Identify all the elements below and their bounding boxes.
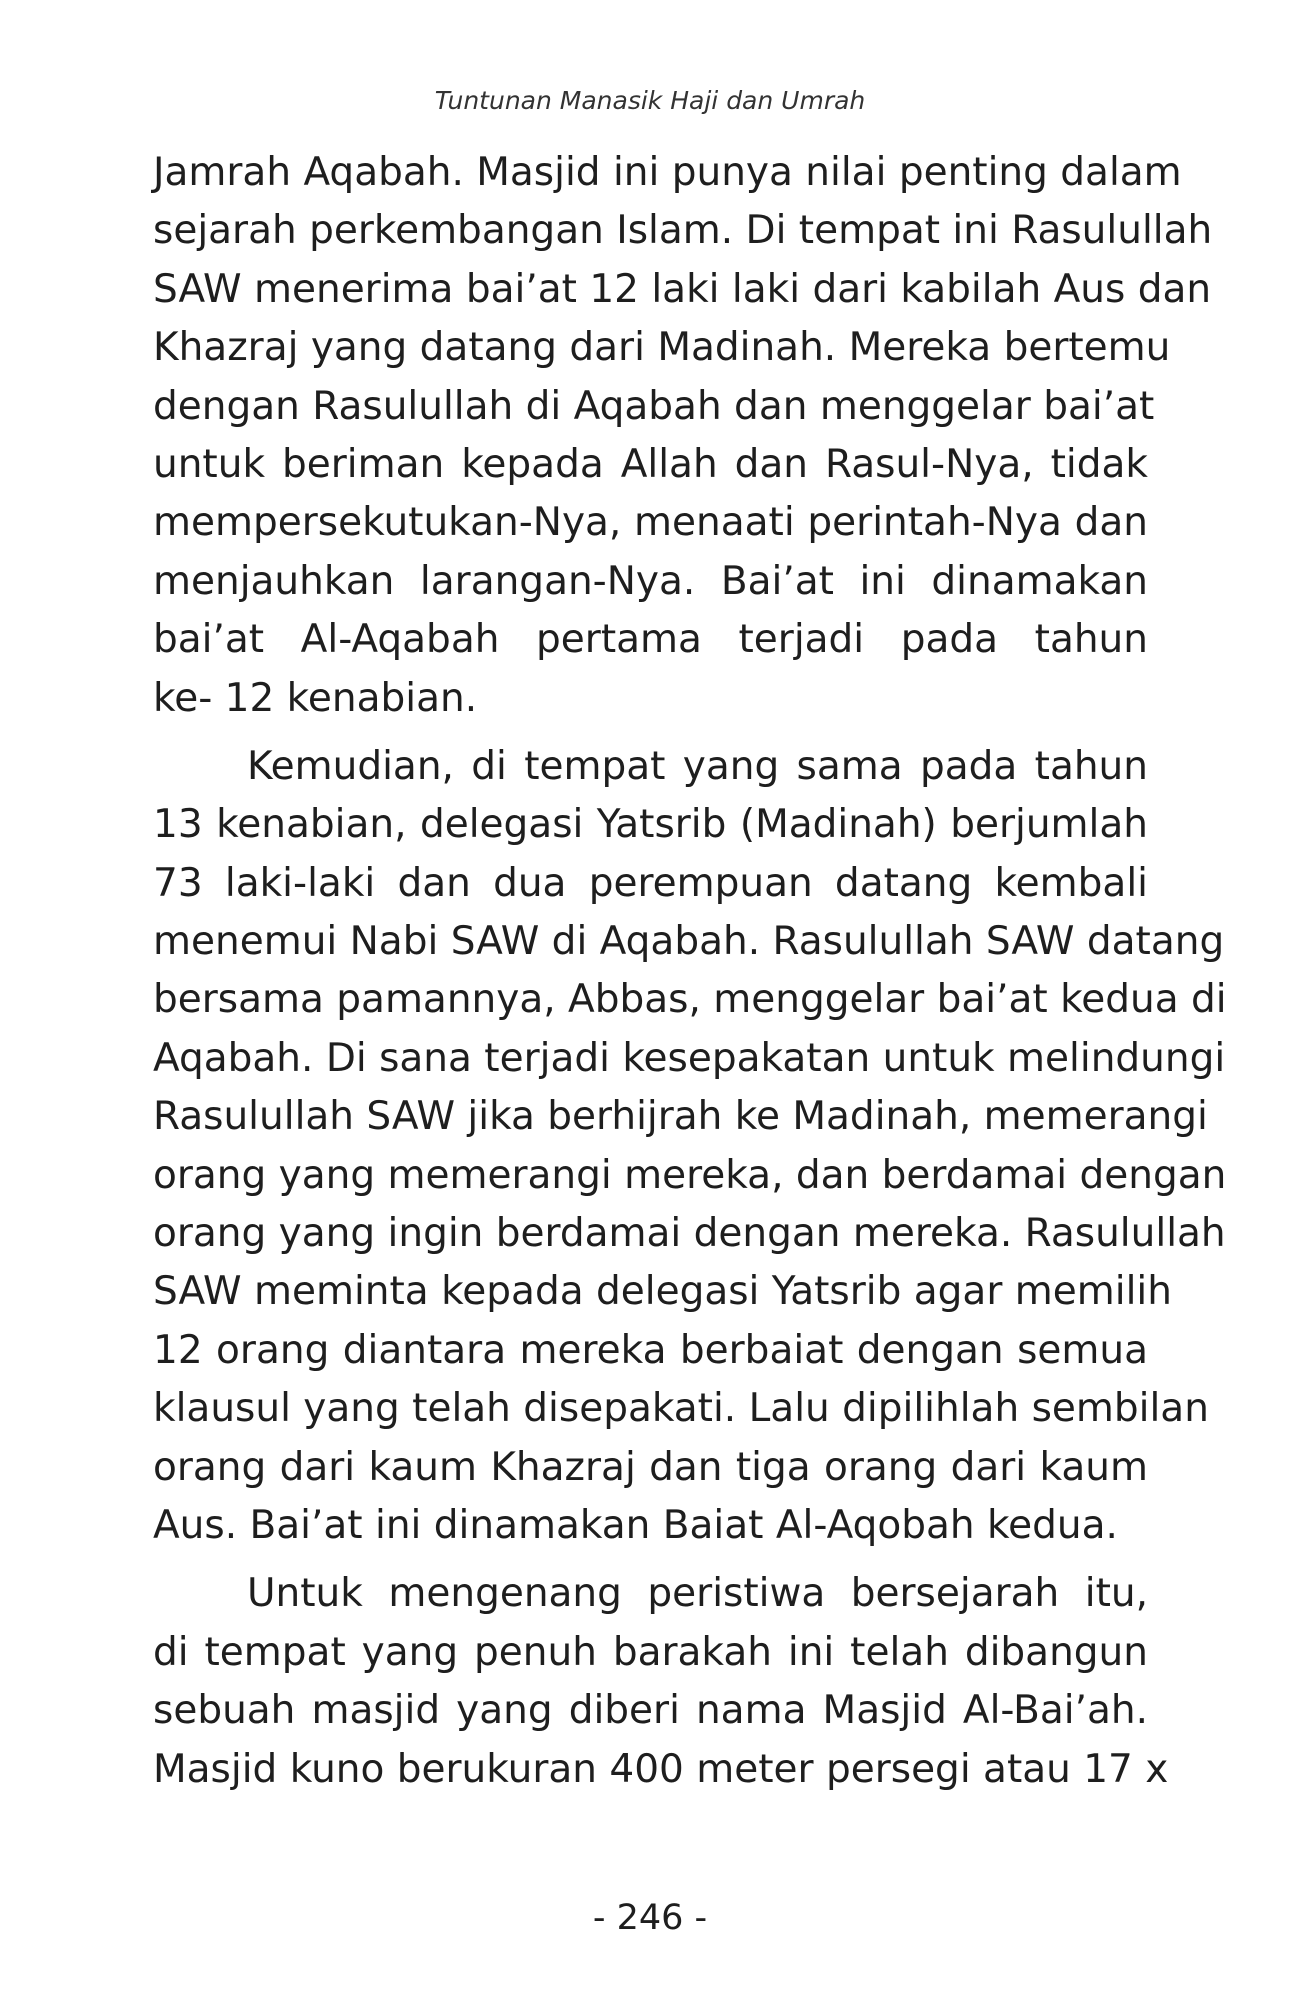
page-number: - 246 - [592, 1898, 708, 1938]
text-line: bersama pamannya, Abbas, menggelar bai’at kedua di [153, 977, 1227, 1023]
text-line: untuk beriman kepada Allah dan Rasul-Nya, tidak [153, 441, 1148, 487]
text-line: sejarah perkembangan Islam. Di tempat ini Rasulullah [153, 208, 1213, 254]
text-line: klausul yang telah disepakati. Lalu dipilihlah sembilan [153, 1386, 1209, 1432]
text-line: Rasulullah SAW jika berhijrah ke Madinah, memerangi [153, 1094, 1208, 1140]
paragraph [153, 144, 1213, 728]
body-text [153, 144, 1227, 1799]
running-header: Tuntunan Manasik Haji dan Umrah [434, 86, 866, 115]
paragraph [153, 1565, 1169, 1799]
text-line: ke- 12 kenabian. [153, 675, 478, 721]
text-line: menjauhkan larangan-Nya. Bai’at ini dinamakan [153, 558, 1148, 604]
paragraph-spacer [153, 728, 1148, 738]
text-line: 13 kenabian, delegasi Yatsrib (Madinah) berjumlah [153, 802, 1148, 848]
text-line: mempersekutukan-Nya, menaati perintah-Nya dan [153, 500, 1148, 546]
text-line: orang yang memerangi mereka, dan berdamai dengan [153, 1152, 1227, 1198]
text-line: di tempat yang penuh barakah ini telah dibangun [153, 1629, 1148, 1675]
text-line: Aqabah. Di sana terjadi kesepakatan untuk melindungi [153, 1035, 1226, 1081]
text-line: Jamrah Aqabah. Masjid ini punya nilai penting dalam [153, 150, 1182, 195]
text-line: Untuk mengenang peristiwa bersejarah itu, [247, 1571, 1148, 1617]
text-line: Aus. Bai’at ini dinamakan Baiat Al-Aqobah kedua. [153, 1502, 1118, 1548]
text-line: Masjid kuno berukuran 400 meter persegi atau 17 x [153, 1746, 1169, 1792]
text-line: 73 laki-laki dan dua perempuan datang kembali [153, 860, 1148, 906]
text-line: 12 orang diantara mereka berbaiat dengan semua [153, 1327, 1148, 1373]
text-line: Kemudian, di tempat yang sama pada tahun [247, 743, 1148, 789]
text-line: SAW meminta kepada delegasi Yatsrib agar memilih [153, 1269, 1172, 1315]
text-line: orang yang ingin berdamai dengan mereka. Rasulullah [153, 1211, 1226, 1257]
paragraph-spacer [153, 1555, 1148, 1565]
text-line: bai’at Al-Aqabah pertama terjadi pada tahun [153, 617, 1148, 663]
text-line: dengan Rasulullah di Aqabah dan menggelar bai’at [153, 383, 1155, 429]
text-line: Khazraj yang datang dari Madinah. Mereka bertemu [153, 325, 1171, 371]
text-line: sebuah masjid yang diberi nama Masjid Al-Bai’ah. [153, 1688, 1148, 1734]
paragraph [153, 738, 1227, 1555]
text-line: orang dari kaum Khazraj dan tiga orang dari kaum [153, 1444, 1148, 1490]
text-line: menemui Nabi SAW di Aqabah. Rasulullah SAW datang [153, 919, 1225, 965]
text-line: SAW menerima bai’at 12 laki laki dari kabilah Aus dan [153, 266, 1212, 312]
